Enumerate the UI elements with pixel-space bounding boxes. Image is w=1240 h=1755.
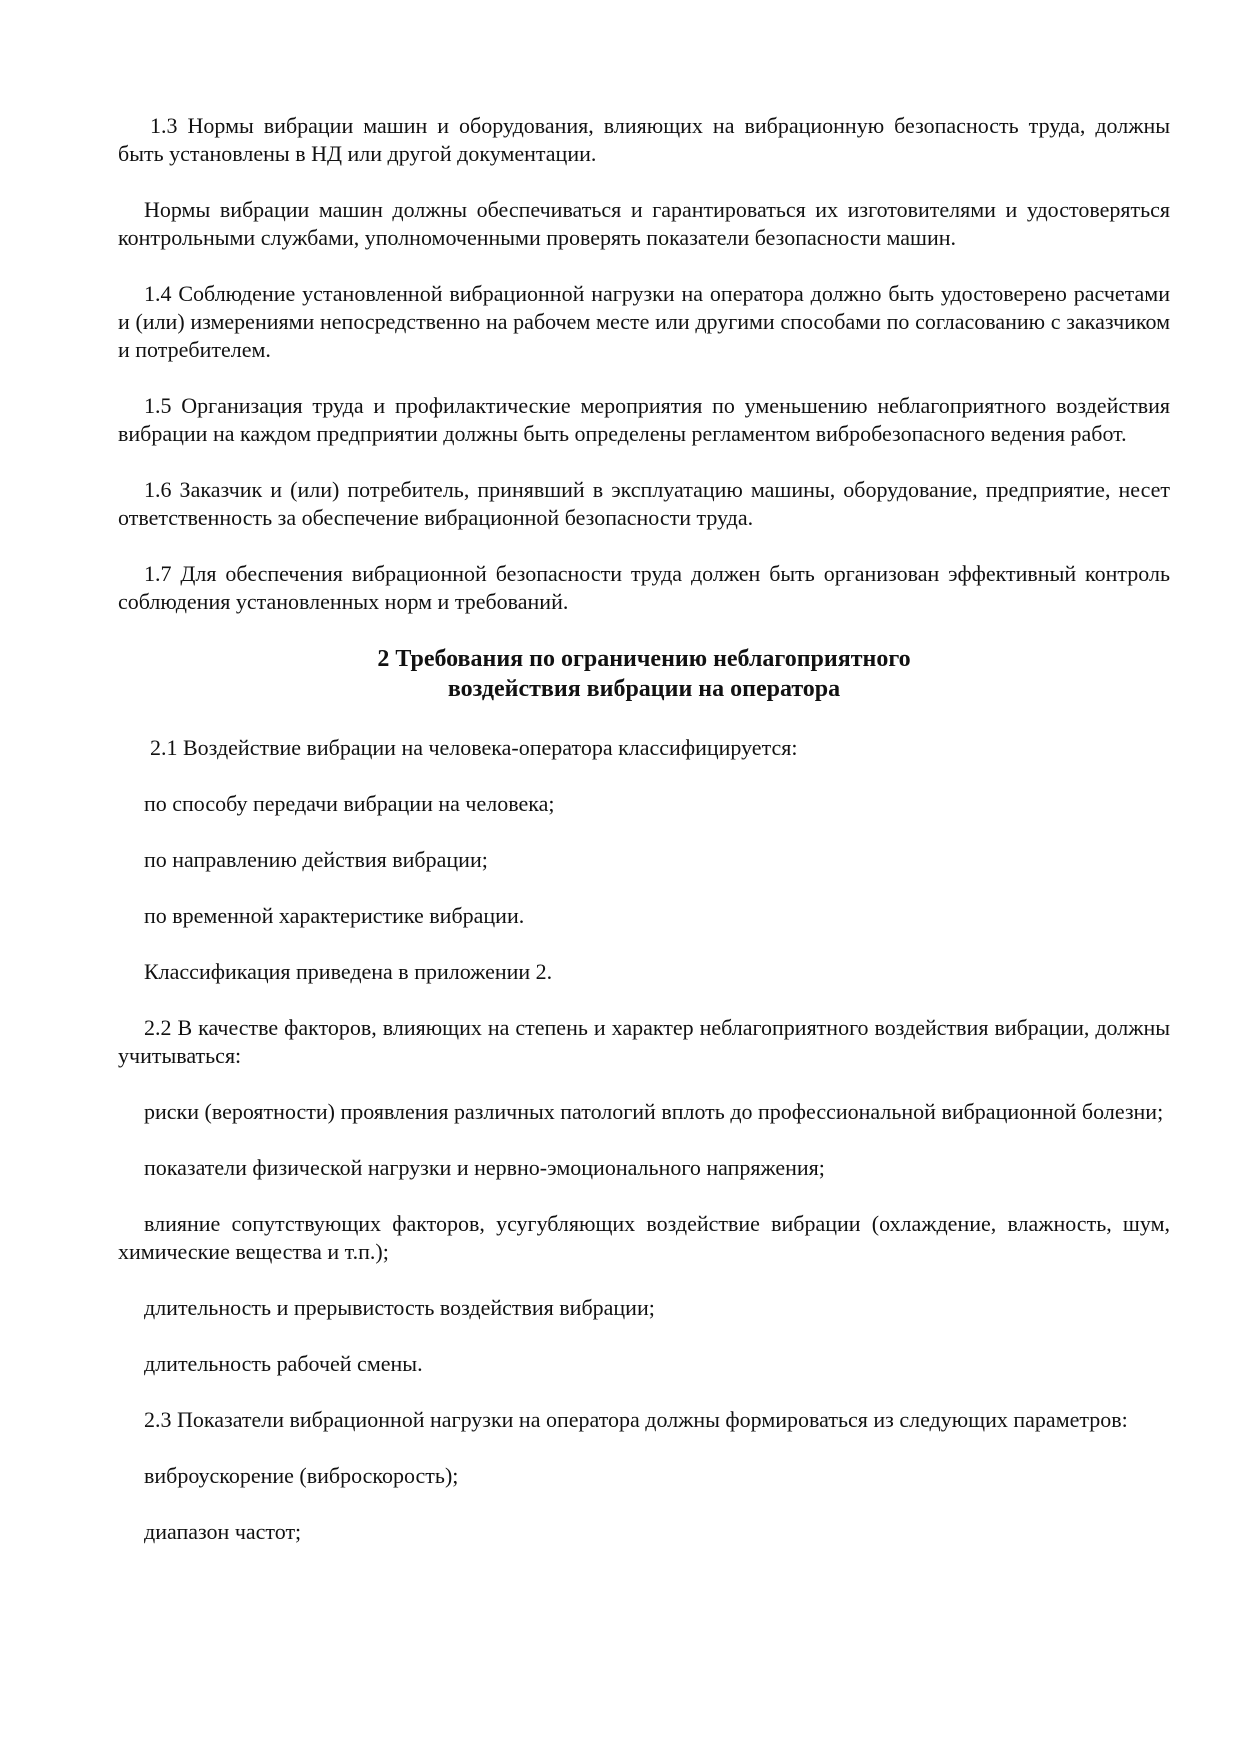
paragraph-2-2: 2.2 В качестве факторов, влияющих на степень и характер неблагоприятного воздействия вибрации, должны учитываться: (118, 1015, 1170, 1068)
list-item-acceleration: виброускорение (виброскорость); (144, 1463, 459, 1488)
paragraph-2-1: 2.1 Воздействие вибрации на человека-оператора классифицируется: (150, 735, 798, 760)
paragraph-classification: Классификация приведена в приложении 2. (144, 959, 553, 984)
list-item-duration: длительность и прерывистость воздействия вибрации; (144, 1295, 655, 1320)
list-item-physical-load: показатели физической нагрузки и нервно-эмоционального напряжения; (144, 1155, 825, 1180)
list-item-transmission: по способу передачи вибрации на человека; (144, 791, 555, 816)
list-item-shift-length: длительность рабочей смены. (144, 1351, 423, 1376)
list-item-accompanying-factors: влияние сопутствующих факторов, усугубляющих воздействие вибрации (охлаждение, влажность, шум, химические вещества и т.п.); (118, 1211, 1170, 1264)
section-heading-line-1: 2 Требования по ограничению неблагоприятного (377, 646, 911, 672)
paragraph-1-4: 1.4 Соблюдение установленной вибрационной нагрузки на оператора должно быть удостоверено расчетами и (или) измерениями непосредственно на рабочем месте или другими способами по согласованию с заказчиком и потребителем. (118, 281, 1170, 362)
list-item-frequency-range: диапазон частот; (144, 1519, 302, 1544)
paragraph-1-7: 1.7 Для обеспечения вибрационной безопасности труда должен быть организован эффективный контроль соблюдения установленных норм и требований. (118, 561, 1170, 614)
list-item-risks: риски (вероятности) проявления различных патологий вплоть до профессиональной вибрационной болезни; (144, 1099, 1164, 1124)
paragraph-2-3: 2.3 Показатели вибрационной нагрузки на оператора должны формироваться из следующих параметров: (144, 1407, 1128, 1432)
paragraph-1-6: 1.6 Заказчик и (или) потребитель, принявший в эксплуатацию машины, оборудование, предприятие, несет ответственность за обеспечение вибрационной безопасности труда. (118, 477, 1170, 530)
list-item-direction: по направлению действия вибрации; (144, 847, 488, 872)
paragraph-machine-norms: Нормы вибрации машин должны обеспечиваться и гарантироваться их изготовителями и удостоверяться контрольными службами, уполномоченными проверять показатели безопасности машин. (118, 197, 1170, 250)
paragraph-1-3: 1.3 Нормы вибрации машин и оборудования, влияющих на вибрационную безопасность труда, должны быть установлены в НД или другой документации. (118, 113, 1170, 166)
section-heading-line-2: воздействия вибрации на оператора (447, 676, 841, 702)
list-item-time-characteristic: по временной характеристике вибрации. (144, 903, 525, 928)
paragraph-1-5: 1.5 Организация труда и профилактические мероприятия по уменьшению неблагоприятного воздействия вибрации на каждом предприятии должны быть определены регламентом вибробезопасного ведения работ. (118, 393, 1170, 446)
document-page (118, 112, 1170, 1574)
section-heading (118, 644, 1170, 704)
